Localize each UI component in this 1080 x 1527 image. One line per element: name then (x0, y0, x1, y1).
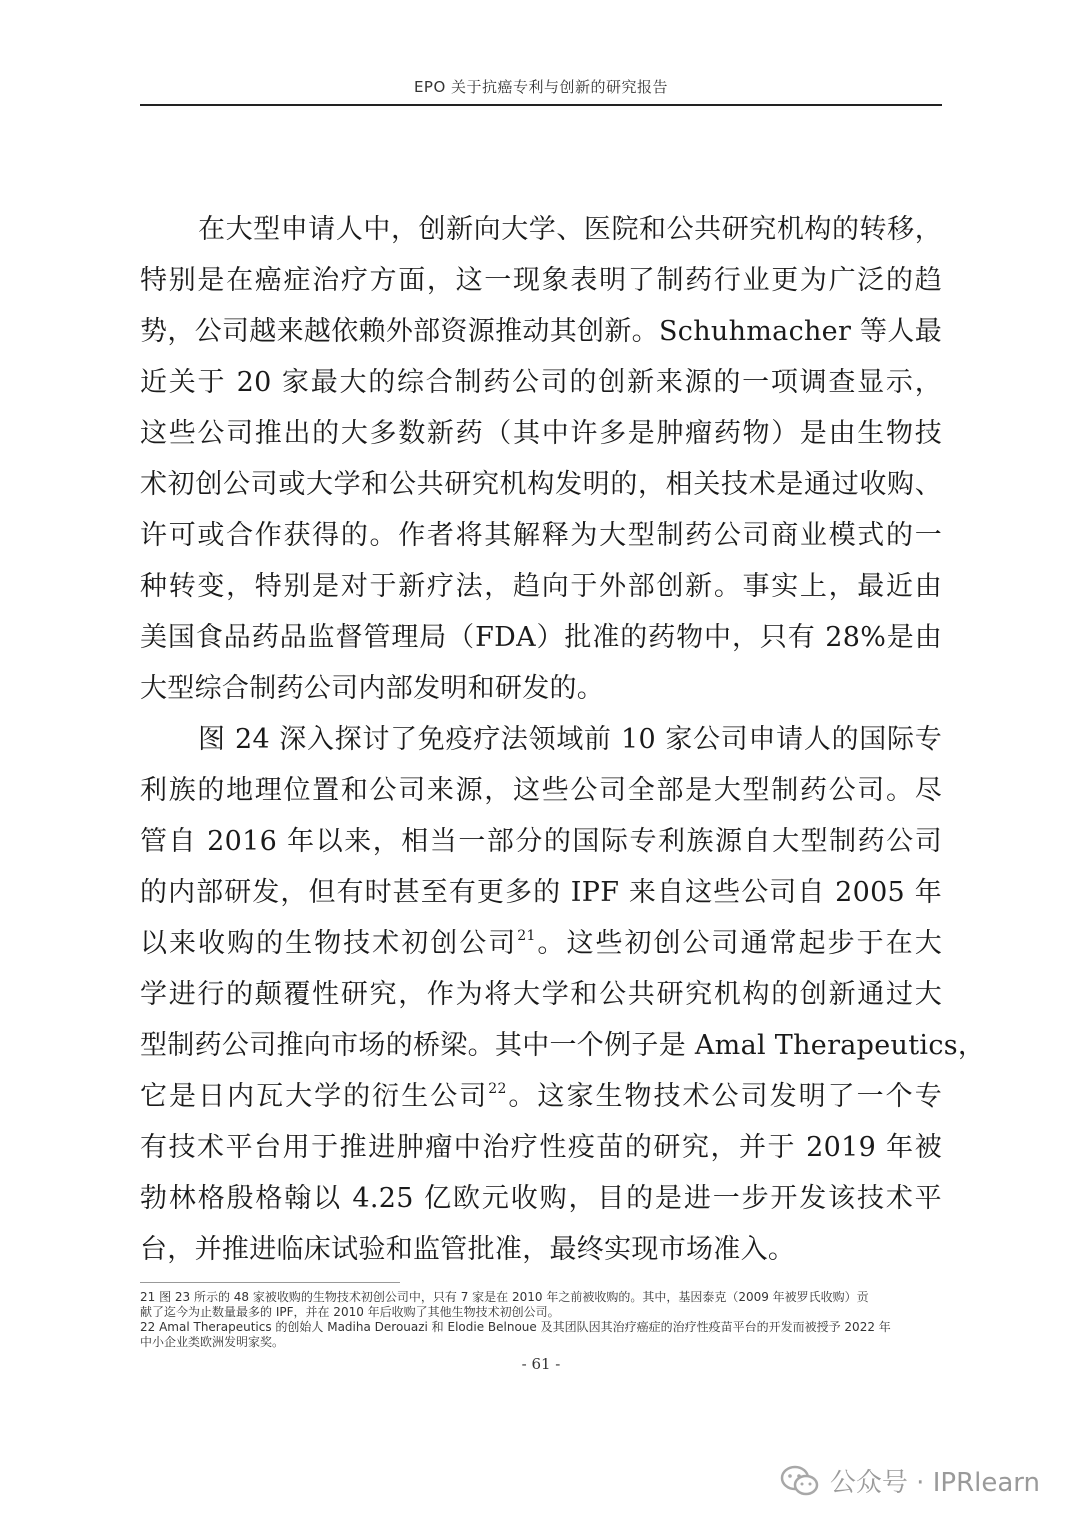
text-line: 大型综合制药公司内部发明和研发的。 (140, 673, 605, 704)
header-divider (140, 104, 942, 106)
text-line: 台，并推进临床试验和监管批准，最终实现市场准入。 (140, 1234, 796, 1265)
text-line: 美国食品药品监督管理局（FDA）批准的药物中，只有 28%是由 (140, 622, 942, 653)
footnote-ref-22[interactable]: 22 (488, 1081, 507, 1097)
main-text (140, 204, 986, 1275)
text-segment: 以来收购的生物技术初创公司 (140, 928, 518, 959)
paragraph-1 (140, 204, 942, 714)
footnote-22 (140, 1320, 942, 1350)
footnote-line: 中小企业类欧洲发明家奖。 (140, 1335, 285, 1349)
wechat-icon (780, 1464, 820, 1498)
text-segment: 。这家生物技术公司发明了一个专 (506, 1081, 943, 1112)
text-segment: 。这些初创公司通常起步于在大 (535, 928, 942, 959)
text-line: 利族的地理位置和公司来源，这些公司全部是大型制药公司。尽 (140, 775, 942, 806)
paragraph-2 (140, 714, 986, 1275)
footnote-line: 22 Amal Therapeutics 的创始人 Madiha Derouazi 和 Elodie Belnoue 及其团队因其治疗癌症的治疗性疫苗平台的开发而被授予 2022 年 (140, 1320, 891, 1334)
text-line: 势，公司越来越依赖外部资源推动其创新。Schuhmacher 等人最 (140, 316, 942, 347)
text-line: 特别是在癌症治疗方面，这一现象表明了制药行业更为广泛的趋 (140, 265, 942, 296)
text-line: 许可或合作获得的。作者将其解释为大型制药公司商业模式的一 (140, 520, 942, 551)
text-line: 勃林格殷格翰以 4.25 亿欧元收购，目的是进一步开发该技术平 (140, 1183, 942, 1214)
footnote-ref-21[interactable]: 21 (517, 928, 536, 944)
text-line: 近关于 20 家最大的综合制药公司的创新来源的一项调查显示， (140, 367, 942, 398)
text-line: 管自 2016 年以来，相当一部分的国际专利族源自大型制药公司 (140, 826, 942, 857)
text-line: 这些公司推出的大多数新药（其中许多是肿瘤药物）是由生物技 (140, 418, 942, 449)
watermark (780, 1462, 1040, 1499)
text-line: 图 24 深入探讨了免疫疗法领域前 10 家公司申请人的国际专 (198, 724, 942, 755)
text-segment: 它是日内瓦大学的衍生公司 (140, 1081, 489, 1112)
text-line: 术初创公司或大学和公共研究机构发明的，相关技术是通过收购、 (140, 469, 942, 500)
footnote-line: 21 图 23 所示的 48 家被收购的生物技术初创公司中，只有 7 家是在 2010 年之前被收购的。其中，基因泰克（2009 年被罗氏收购）贡 (140, 1290, 869, 1304)
text-line: 在大型申请人中，创新向大学、医院和公共研究机构的转移， (198, 214, 942, 245)
watermark-text: 公众号 · IPRlearn (829, 1468, 1040, 1498)
text-line: 的内部研发，但有时甚至有更多的 IPF 来自这些公司自 2005 年 (140, 877, 942, 908)
running-header: EPO 关于抗癌专利与创新的研究报告 (413, 78, 669, 96)
footnote-line: 献了迄今为止数量最多的 IPF，并在 2010 年后收购了其他生物技术初创公司。 (140, 1305, 560, 1319)
text-line: 学进行的颠覆性研究，作为将大学和公共研究机构的创新通过大 (140, 979, 942, 1010)
text-line: 种转变，特别是对于新疗法，趋向于外部创新。事实上，最近由 (140, 571, 942, 602)
footnote-21 (140, 1290, 942, 1320)
text-line: 有技术平台用于推进肿瘤中治疗性疫苗的研究，并于 2019 年被 (140, 1132, 942, 1163)
text-line (140, 1071, 942, 1122)
footnote-divider (140, 1282, 400, 1283)
text-line: 型制药公司推向市场的桥梁。其中一个例子是 Amal Therapeutics， (140, 1030, 986, 1061)
text-line (140, 918, 942, 969)
page-number: - 61 - (521, 1355, 561, 1373)
footnotes (140, 1290, 942, 1350)
